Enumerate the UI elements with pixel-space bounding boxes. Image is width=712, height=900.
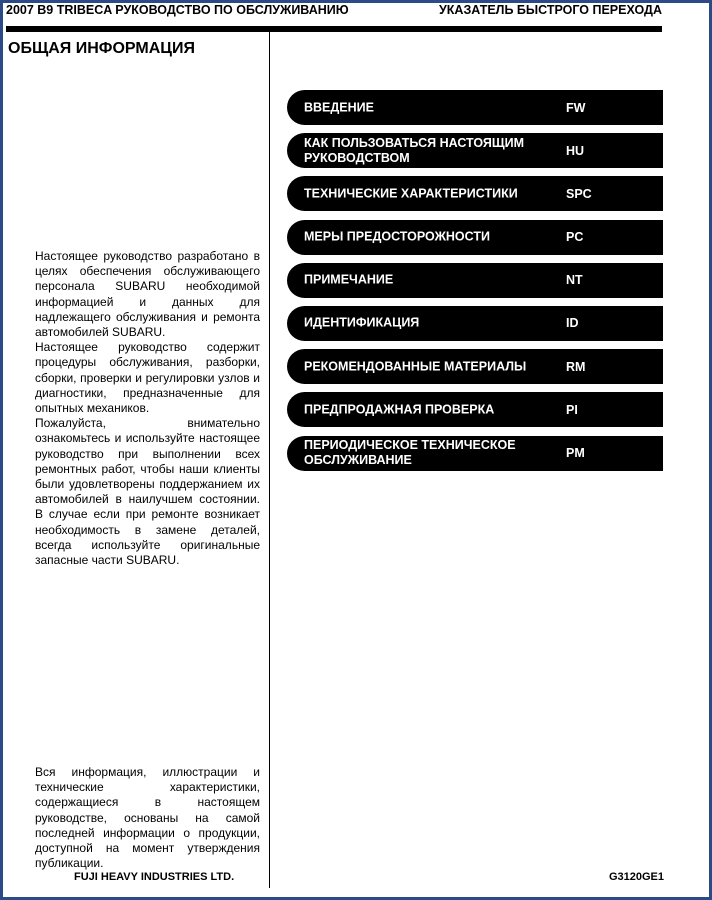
toc-item-label: ИДЕНТИФИКАЦИЯ [304,315,420,330]
toc-item-fw[interactable] [287,90,663,125]
toc-item-label: ПЕРИОДИЧЕСКОЕ ТЕХНИЧЕСКОЕ ОБСЛУЖИВАНИЕ [304,438,516,467]
intro-text [35,249,260,568]
header-rule [6,26,662,32]
toc-item-code: SPC [566,186,592,201]
toc-item-code: HU [566,143,585,158]
document-code: G3120GE1 [608,871,664,883]
intro-paragraph: Настоящее руководство разработано в целях обеспечения обслуживающего персонала SUBARU необходимой информацией и данных для надлежащего обслуживания и ремонта автомобилей SUBARU. [35,249,260,340]
manual-title: 2007 B9 TRIBECA РУКОВОДСТВО ПО ОБСЛУЖИВАНИЮ [6,3,349,17]
toc-item-label: МЕРЫ ПРЕДОСТОРОЖНОСТИ [304,229,490,244]
section-title: ОБЩАЯ ИНФОРМАЦИЯ [8,40,195,57]
toc-item-code: PI [566,402,578,417]
toc-item-pc[interactable] [287,220,663,255]
disclaimer-text: Вся информация, иллюстрации и технические характеристики, содержащиеся в настоящем руководстве, основаны на самой последней информации о продукции, доступной на момент утверждения публикации. [35,765,260,871]
toc-item-pi[interactable] [287,392,663,427]
toc-item-pm[interactable] [287,436,663,471]
toc-item-nt[interactable] [287,263,663,298]
toc-item-code: NT [566,273,583,288]
toc-item-label: ПРЕДПРОДАЖНАЯ ПРОВЕРКА [304,402,495,417]
quick-reference-title: УКАЗАТЕЛЬ БЫСТРОГО ПЕРЕХОДА [439,3,662,17]
toc-item-spc[interactable] [287,176,663,211]
company-name: FUJI HEAVY INDUSTRIES LTD. [74,871,235,883]
column-divider [269,32,270,888]
quick-reference-index [287,90,663,479]
toc-item-code: PM [566,446,585,460]
intro-paragraph: Настоящее руководство содержит процедуры обслуживания, разборки, сборки, проверки и регулировки узлов и диагностики, предназначенные для опытных механиков. [35,340,260,416]
toc-item-id[interactable] [287,306,663,341]
toc-item-rm[interactable] [287,349,663,384]
toc-item-label: РЕКОМЕНДОВАННЫЕ МАТЕРИАЛЫ [304,359,527,374]
toc-item-label: ВВЕДЕНИЕ [304,100,374,114]
toc-item-label: ТЕХНИЧЕСКИЕ ХАРАКТЕРИСТИКИ [304,186,518,201]
toc-item-code: RM [566,359,586,374]
toc-item-code: ID [566,316,579,331]
intro-paragraph: Пожалуйста, внимательно ознакомьтесь и используйте настоящее руководство при выполнении всех ремонтных работ, чтобы наши клиенты были удовлетворены поддержанием их автомобилей в наилучшем состоянии. В случае если при ремонте возникает необходимость в замене деталей, всегда используйте оригинальные запасные части SUBARU. [35,416,260,568]
toc-item-code: FW [566,100,586,115]
toc-item-code: PC [566,230,584,245]
toc-item-hu[interactable] [287,133,663,168]
toc-item-label: КАК ПОЛЬЗОВАТЬСЯ НАСТОЯЩИМ РУКОВОДСТВОМ [304,135,525,165]
toc-item-label: ПРИМЕЧАНИЕ [304,272,394,287]
